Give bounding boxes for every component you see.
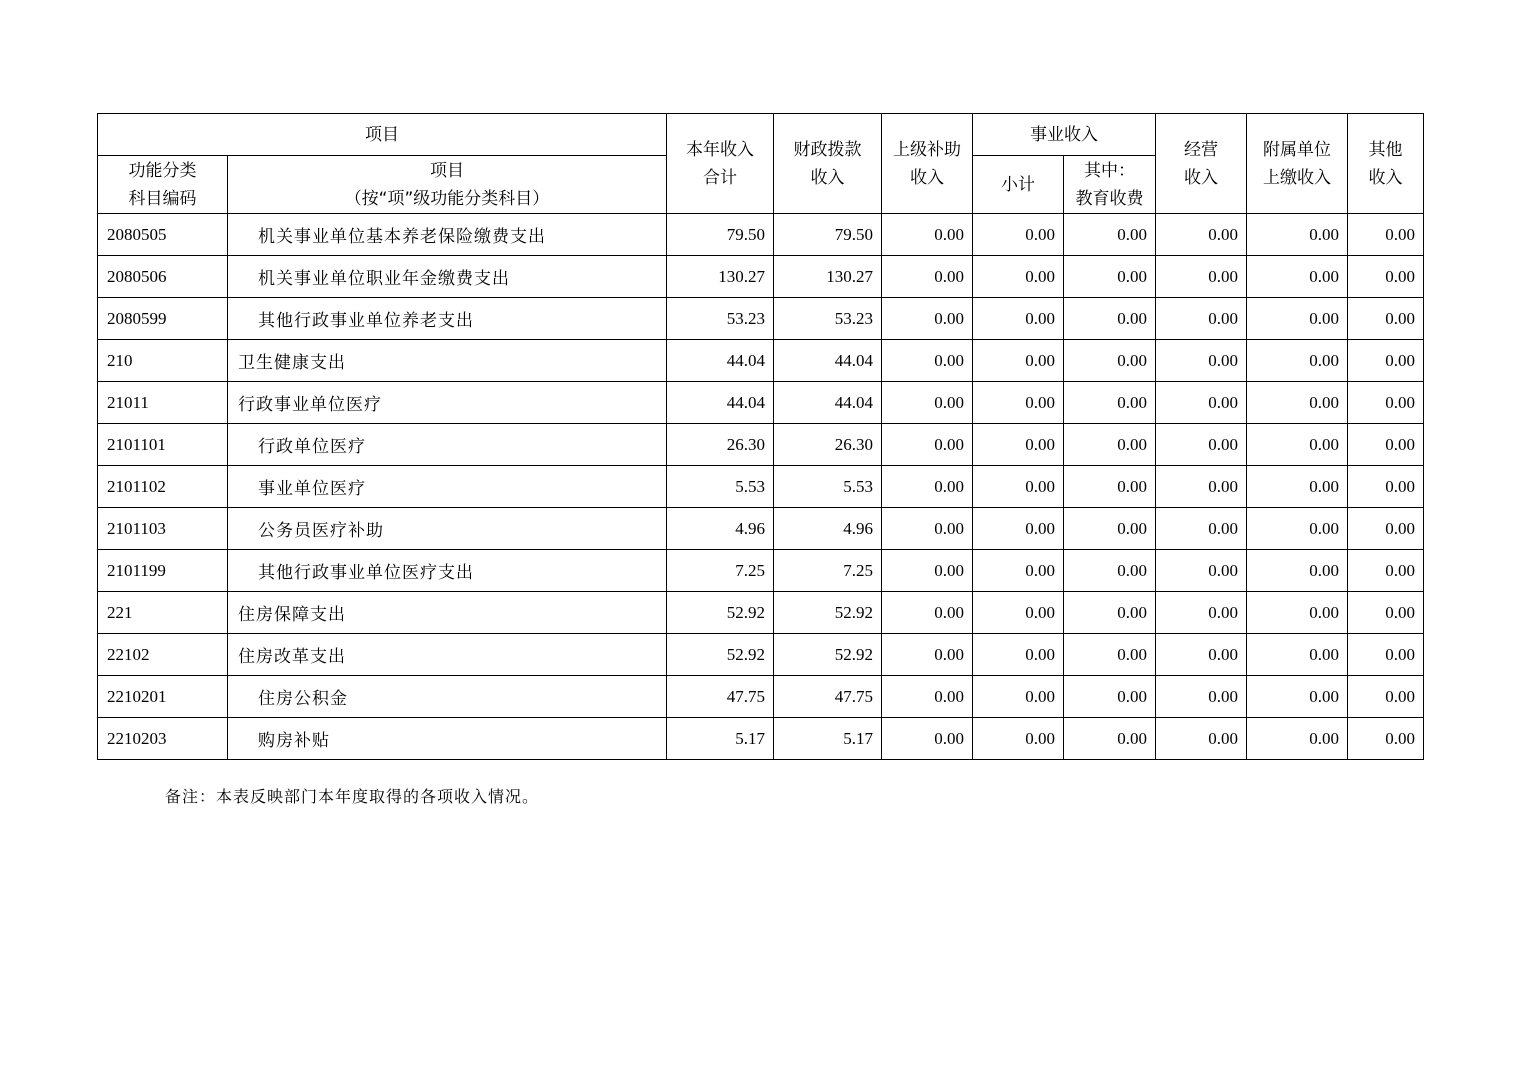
row-value: 0.00	[1247, 466, 1348, 508]
row-value: 7.25	[774, 550, 882, 592]
row-value: 0.00	[1156, 676, 1247, 718]
row-value: 53.23	[667, 298, 774, 340]
row-value: 0.00	[1247, 382, 1348, 424]
row-value: 0.00	[1156, 340, 1247, 382]
row-code: 2080599	[98, 298, 228, 340]
header-subtotal: 小计	[973, 156, 1064, 214]
table-row	[98, 256, 1424, 298]
row-value: 0.00	[973, 256, 1064, 298]
row-value: 0.00	[1247, 676, 1348, 718]
row-value: 0.00	[1064, 214, 1156, 256]
row-value: 0.00	[882, 634, 973, 676]
row-value: 0.00	[1247, 634, 1348, 676]
header-superior: 上级补助 收入	[882, 114, 973, 214]
table-row	[98, 592, 1424, 634]
row-value: 0.00	[1247, 550, 1348, 592]
row-code: 2080506	[98, 256, 228, 298]
row-value: 0.00	[1156, 256, 1247, 298]
header-other: 其他 收入	[1348, 114, 1424, 214]
row-value: 0.00	[882, 466, 973, 508]
row-value: 0.00	[882, 676, 973, 718]
row-code: 21011	[98, 382, 228, 424]
row-value: 0.00	[1064, 256, 1156, 298]
header-code: 功能分类 科目编码	[98, 156, 228, 214]
row-value: 0.00	[1156, 718, 1247, 760]
row-value: 0.00	[1348, 676, 1424, 718]
row-value: 0.00	[1348, 340, 1424, 382]
row-value: 0.00	[1156, 214, 1247, 256]
row-value: 0.00	[973, 340, 1064, 382]
row-value: 79.50	[774, 214, 882, 256]
row-value: 52.92	[774, 634, 882, 676]
row-value: 130.27	[774, 256, 882, 298]
row-value: 0.00	[973, 298, 1064, 340]
row-code: 22102	[98, 634, 228, 676]
row-code: 221	[98, 592, 228, 634]
row-value: 0.00	[1064, 592, 1156, 634]
row-value: 52.92	[667, 592, 774, 634]
header-operation: 经营 收入	[1156, 114, 1247, 214]
row-value: 0.00	[1348, 550, 1424, 592]
row-value: 0.00	[882, 382, 973, 424]
row-value: 0.00	[973, 382, 1064, 424]
row-value: 44.04	[667, 340, 774, 382]
row-value: 0.00	[1348, 508, 1424, 550]
row-value: 0.00	[1348, 634, 1424, 676]
row-value: 0.00	[1156, 592, 1247, 634]
row-value: 0.00	[1247, 718, 1348, 760]
row-value: 0.00	[973, 214, 1064, 256]
row-name: 公务员医疗补助	[228, 508, 667, 550]
row-value: 0.00	[1348, 256, 1424, 298]
row-value: 0.00	[973, 592, 1064, 634]
row-name: 事业单位医疗	[228, 466, 667, 508]
row-value: 0.00	[1064, 298, 1156, 340]
row-value: 130.27	[667, 256, 774, 298]
row-value: 44.04	[667, 382, 774, 424]
row-name: 卫生健康支出	[228, 340, 667, 382]
row-value: 0.00	[882, 718, 973, 760]
row-value: 5.53	[667, 466, 774, 508]
row-value: 0.00	[973, 550, 1064, 592]
table-row	[98, 508, 1424, 550]
header-total: 本年收入 合计	[667, 114, 774, 214]
header-business-group: 事业收入	[973, 114, 1156, 156]
header-edu: 其中： 教育收费	[1064, 156, 1156, 214]
table-body	[98, 214, 1424, 760]
row-value: 0.00	[973, 676, 1064, 718]
row-value: 5.53	[774, 466, 882, 508]
row-value: 0.00	[1348, 424, 1424, 466]
row-value: 0.00	[1064, 634, 1156, 676]
row-value: 0.00	[1156, 466, 1247, 508]
row-value: 5.17	[774, 718, 882, 760]
row-name: 行政事业单位医疗	[228, 382, 667, 424]
row-value: 0.00	[1064, 508, 1156, 550]
row-value: 0.00	[1348, 382, 1424, 424]
table-row	[98, 340, 1424, 382]
row-value: 0.00	[1348, 214, 1424, 256]
footnote: 备注：本表反映部门本年度取得的各项收入情况。	[165, 787, 540, 806]
table-row	[98, 718, 1424, 760]
row-value: 0.00	[1247, 424, 1348, 466]
row-value: 0.00	[1064, 340, 1156, 382]
row-value: 0.00	[1064, 718, 1156, 760]
row-value: 7.25	[667, 550, 774, 592]
row-value: 0.00	[1156, 298, 1247, 340]
row-code: 2080505	[98, 214, 228, 256]
row-value: 26.30	[667, 424, 774, 466]
row-value: 0.00	[1348, 298, 1424, 340]
row-name: 住房保障支出	[228, 592, 667, 634]
row-name: 购房补贴	[228, 718, 667, 760]
row-value: 53.23	[774, 298, 882, 340]
row-value: 0.00	[1348, 466, 1424, 508]
row-value: 0.00	[882, 424, 973, 466]
table-row	[98, 298, 1424, 340]
row-value: 4.96	[774, 508, 882, 550]
row-value: 47.75	[667, 676, 774, 718]
row-code: 210	[98, 340, 228, 382]
row-value: 0.00	[973, 466, 1064, 508]
header-name: 项目 （按“项”级功能分类科目）	[228, 156, 667, 214]
row-value: 0.00	[882, 340, 973, 382]
row-value: 44.04	[774, 340, 882, 382]
row-value: 0.00	[882, 592, 973, 634]
table-row	[98, 424, 1424, 466]
row-value: 52.92	[774, 592, 882, 634]
row-value: 0.00	[1247, 214, 1348, 256]
row-value: 4.96	[667, 508, 774, 550]
row-code: 2210203	[98, 718, 228, 760]
row-value: 26.30	[774, 424, 882, 466]
row-value: 0.00	[1156, 550, 1247, 592]
row-code: 2101199	[98, 550, 228, 592]
row-value: 0.00	[882, 256, 973, 298]
header-fiscal: 财政拨款 收入	[774, 114, 882, 214]
row-value: 0.00	[1348, 592, 1424, 634]
row-code: 2101101	[98, 424, 228, 466]
row-value: 0.00	[973, 424, 1064, 466]
row-value: 0.00	[882, 550, 973, 592]
row-value: 52.92	[667, 634, 774, 676]
row-value: 0.00	[1247, 508, 1348, 550]
table-row	[98, 550, 1424, 592]
row-value: 0.00	[1156, 424, 1247, 466]
table-row	[98, 466, 1424, 508]
row-value: 0.00	[882, 214, 973, 256]
table-header	[98, 114, 1424, 214]
row-value: 44.04	[774, 382, 882, 424]
row-name: 机关事业单位基本养老保险缴费支出	[228, 214, 667, 256]
row-value: 0.00	[882, 298, 973, 340]
row-value: 47.75	[774, 676, 882, 718]
row-value: 0.00	[973, 634, 1064, 676]
row-value: 0.00	[973, 718, 1064, 760]
row-value: 5.17	[667, 718, 774, 760]
row-name: 行政单位医疗	[228, 424, 667, 466]
row-value: 0.00	[1064, 382, 1156, 424]
row-value: 0.00	[1156, 634, 1247, 676]
row-name: 其他行政事业单位养老支出	[228, 298, 667, 340]
row-code: 2210201	[98, 676, 228, 718]
row-name: 其他行政事业单位医疗支出	[228, 550, 667, 592]
header-project-group: 项目	[98, 114, 667, 156]
row-value: 0.00	[1156, 382, 1247, 424]
table-row	[98, 676, 1424, 718]
row-code: 2101103	[98, 508, 228, 550]
income-table	[97, 113, 1424, 760]
row-value: 0.00	[973, 508, 1064, 550]
row-value: 0.00	[1156, 508, 1247, 550]
row-value: 0.00	[1064, 466, 1156, 508]
row-value: 0.00	[882, 508, 973, 550]
table-row	[98, 214, 1424, 256]
row-value: 0.00	[1247, 340, 1348, 382]
row-value: 79.50	[667, 214, 774, 256]
row-value: 0.00	[1247, 256, 1348, 298]
row-value: 0.00	[1064, 676, 1156, 718]
row-value: 0.00	[1064, 424, 1156, 466]
row-name: 机关事业单位职业年金缴费支出	[228, 256, 667, 298]
row-value: 0.00	[1064, 550, 1156, 592]
row-name: 住房公积金	[228, 676, 667, 718]
row-value: 0.00	[1348, 718, 1424, 760]
row-code: 2101102	[98, 466, 228, 508]
table-row	[98, 634, 1424, 676]
row-value: 0.00	[1247, 592, 1348, 634]
header-affiliate: 附属单位 上缴收入	[1247, 114, 1348, 214]
row-name: 住房改革支出	[228, 634, 667, 676]
row-value: 0.00	[1247, 298, 1348, 340]
table-row	[98, 382, 1424, 424]
